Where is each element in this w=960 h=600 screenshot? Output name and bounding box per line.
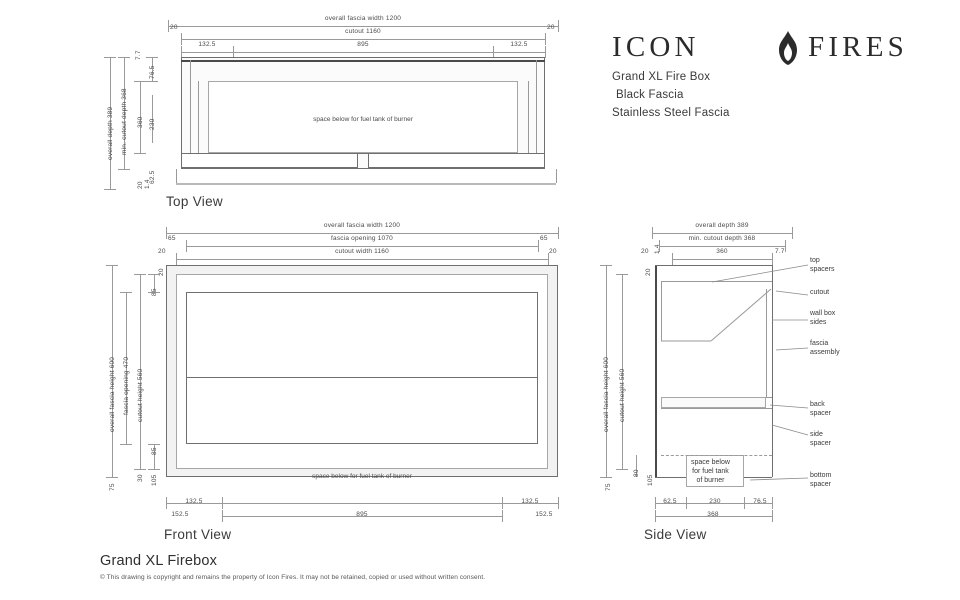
side-dim-1-4: 1.4 [654, 244, 661, 254]
side-callout-bottom-spacer-l1: bottom [810, 472, 832, 479]
top-dim-left-seg: 132.5 [198, 41, 216, 48]
brand-word-fires: FIRES [808, 31, 908, 63]
front-dim-fascia-opening: fascia opening 1070 [331, 235, 393, 242]
side-note-line3: of burner [696, 476, 725, 484]
front-view-opening [186, 292, 538, 444]
side-callout-fascia-l2: assembly [810, 348, 840, 356]
footer-copyright: © This drawing is copyright and remains the property of Icon Fires. It may not be retained, copied or used without written consent. [100, 574, 486, 581]
top-dim-20: 20 [137, 181, 144, 189]
side-callout-fascia-l1: fascia [810, 340, 829, 347]
top-view-title: Top View [166, 194, 223, 209]
side-dim-min-cutout-depth: min. cutout depth 368 [688, 235, 756, 242]
front-view-note: space below for fuel tank of burner [312, 473, 412, 480]
brand-word-icon: ICON [612, 31, 700, 63]
side-callout-side-spacer-l1: side [810, 431, 823, 438]
front-dim-105: 105 [151, 474, 158, 486]
side-callout-top-spacers-l1: top [810, 257, 820, 264]
front-dim-overall-fascia-height: overall fascia height 600 [109, 356, 116, 432]
top-dim-cutout-width: cutout 1160 [345, 28, 381, 35]
side-dim-bottom-76-5: 76.5 [753, 498, 767, 505]
front-dim-cutout-width: cutout width 1160 [335, 248, 389, 255]
front-dim-fascia-opening-height: fascia opening 470 [123, 356, 130, 415]
side-dim-overall-fascia-height: overall fascia height 600 [603, 356, 610, 432]
front-dim-right-20: 20 [549, 248, 557, 255]
top-dim-360: 360 [137, 116, 144, 128]
side-dim-7-7: 7.7 [775, 248, 785, 255]
top-view-bottom-spacer-right [368, 153, 545, 168]
flame-icon [775, 30, 801, 66]
front-view-title: Front View [164, 527, 232, 542]
front-dim-bottom-132-5-left: 132.5 [185, 498, 203, 505]
side-callout-wall-box-l2: sides [810, 318, 827, 326]
front-dim-left-20: 20 [158, 248, 166, 255]
front-dim-20: 20 [158, 268, 165, 276]
top-dim-1-4: 1.4 [144, 179, 151, 189]
front-dim-bottom-895: 895 [356, 511, 368, 518]
side-dim-overall-depth: overall depth 389 [695, 222, 749, 229]
top-dim-230: 230 [149, 118, 156, 130]
side-dim-bottom-368: 368 [707, 511, 719, 518]
top-dim-7-7: 7.7 [135, 50, 142, 60]
top-view-bottom-spacer-left [181, 153, 358, 168]
side-dim-bottom-230: 230 [709, 498, 721, 505]
side-callout-back-spacer-l1: back [810, 401, 825, 408]
top-view-note: space below for fuel tank of burner [313, 116, 413, 123]
side-callout-bottom-spacer-l2: spacer [810, 480, 832, 488]
side-callout-side-spacer-l2: spacer [810, 439, 832, 447]
front-dim-bottom-152-5-left: 152.5 [171, 511, 189, 518]
side-dim-20-left: 20 [641, 248, 649, 255]
top-dim-min-cutout-depth: min. cutout depth 368 [121, 88, 128, 155]
footer-title: Grand XL Firebox [100, 553, 218, 569]
top-dim-overall-depth: overall depth 389 [107, 106, 114, 160]
side-note-line2: for fuel tank [692, 467, 729, 475]
front-dim-85-bottom: 85 [151, 447, 158, 455]
side-dim-20: 20 [645, 268, 652, 276]
header-finish-black: Black Fascia [616, 89, 684, 101]
side-dim-cutout-height: cutout height 560 [619, 368, 626, 422]
front-dim-left-65: 65 [168, 235, 176, 242]
side-callout-wall-box-l1: wall box [810, 310, 836, 317]
side-callout-back-spacer-l2: spacer [810, 409, 832, 417]
top-dim-76-5: 76.5 [149, 65, 156, 79]
top-dim-left-edge: 20 [170, 24, 178, 31]
top-dim-right-seg: 132.5 [510, 41, 528, 48]
front-dim-cutout-height: cutout height 560 [137, 368, 144, 422]
side-dim-bottom-62-5: 62.5 [663, 498, 677, 505]
top-dim-62-5: 62.5 [149, 170, 156, 184]
top-dim-overall-fascia-width: overall fascia width 1200 [324, 15, 402, 22]
top-dim-right-edge: 20 [547, 24, 555, 31]
top-dim-mid-seg: 895 [357, 41, 369, 48]
side-dim-80: 80 [633, 469, 640, 477]
front-dim-30: 30 [137, 474, 144, 482]
side-view-title: Side View [644, 527, 707, 542]
front-dim-right-65: 65 [540, 235, 548, 242]
side-dim-75: 75 [605, 483, 612, 491]
front-dim-bottom-132-5-right: 132.5 [521, 498, 539, 505]
front-dim-75: 75 [109, 483, 116, 491]
header-product: Grand XL Fire Box [612, 71, 711, 83]
side-note-line1: space below [691, 459, 730, 466]
side-dim-105: 105 [647, 474, 654, 486]
header-finish-steel: Stainless Steel Fascia [612, 107, 730, 119]
front-dim-85-top: 85 [151, 288, 158, 296]
front-dim-overall-fascia-width: overall fascia width 1200 [323, 222, 401, 229]
side-callout-cutout: cutout [810, 289, 830, 296]
side-view-leader-lines [600, 250, 960, 510]
front-dim-bottom-152-5-right: 152.5 [535, 511, 553, 518]
brand-logo [612, 28, 942, 68]
side-dim-360: 360 [716, 248, 728, 255]
side-callout-top-spacers-l2: spacers [810, 265, 835, 273]
